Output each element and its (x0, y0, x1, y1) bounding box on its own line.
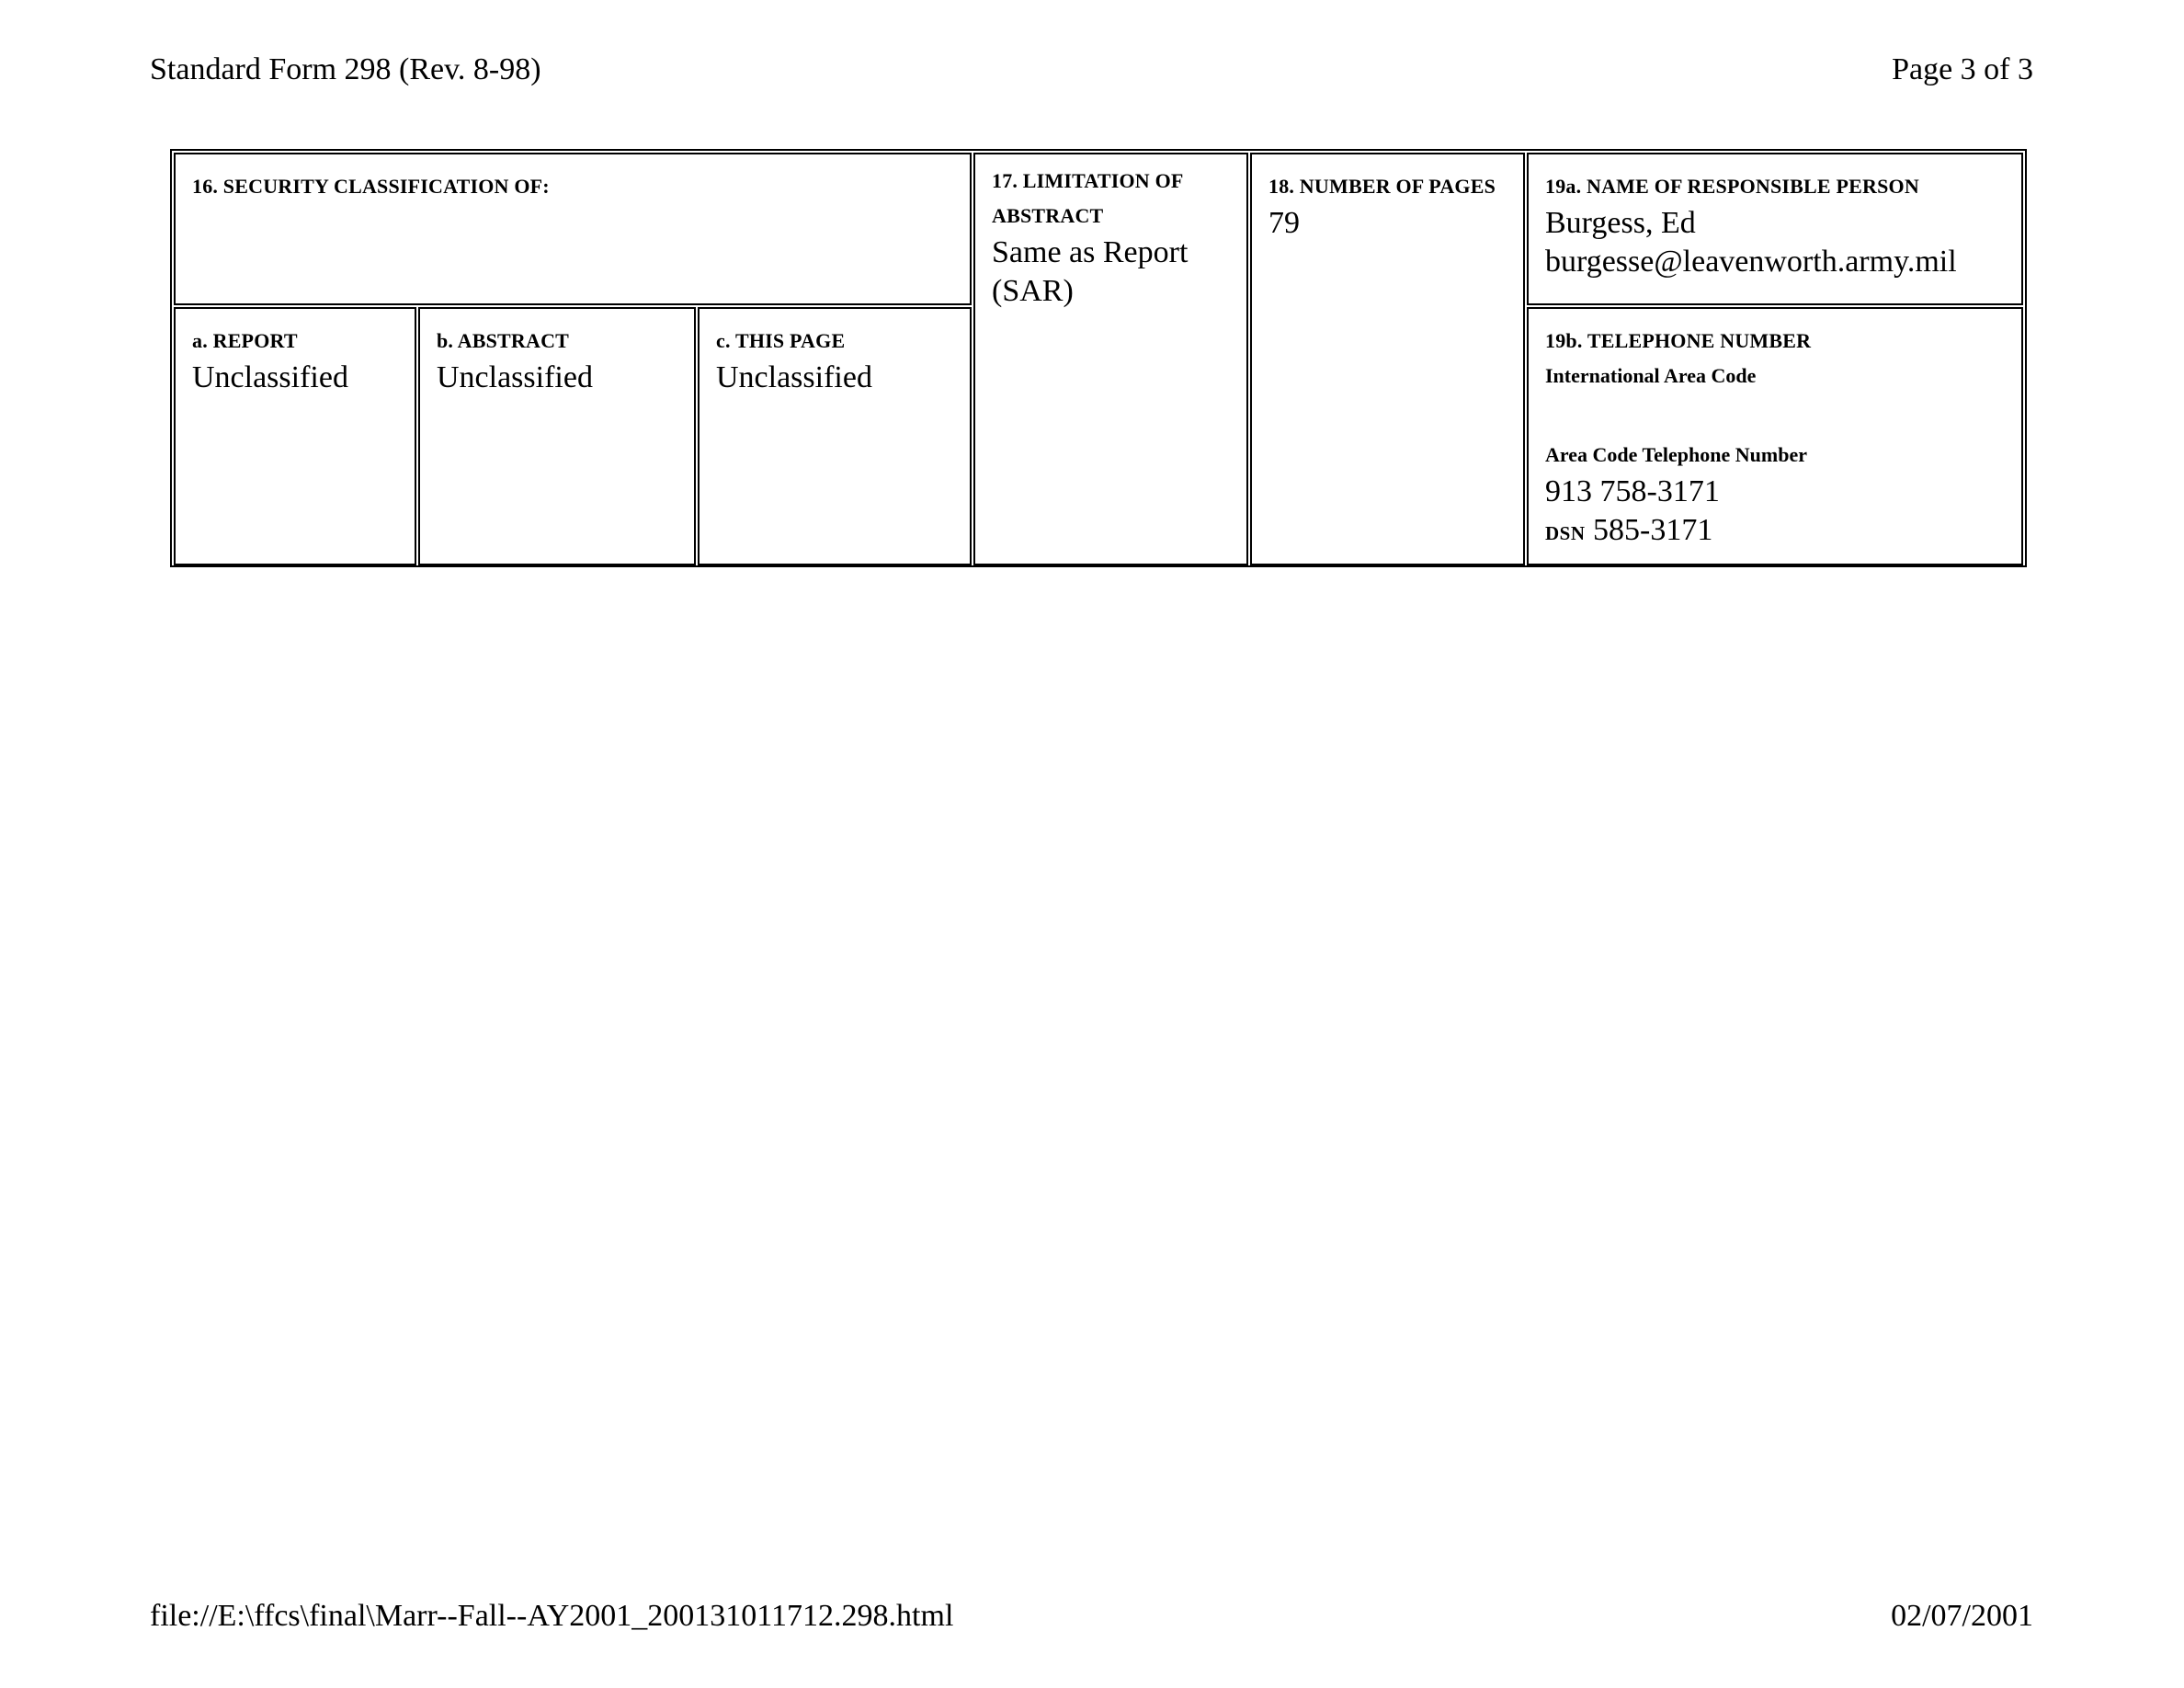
security-classification-label: 16. SECURITY CLASSIFICATION OF: (192, 175, 550, 198)
responsible-person-email: burgesse@leavenworth.army.mil (1545, 245, 1957, 279)
limitation-label-line1: 17. LIMITATION OF (992, 169, 1184, 192)
dsn-prefix: DSN (1545, 522, 1586, 544)
dsn-number: 585-3171 (1593, 513, 1713, 547)
report-value: Unclassified (192, 360, 348, 394)
limitation-label-line2: ABSTRACT (992, 204, 1104, 227)
this-page-value: Unclassified (716, 360, 872, 394)
international-area-code-label: International Area Code (1545, 364, 1757, 387)
report-classification-cell (174, 307, 416, 565)
abstract-value: Unclassified (437, 360, 593, 394)
number-of-pages-value: 79 (1268, 206, 1300, 240)
form-name: Standard Form 298 (Rev. 8-98) (150, 52, 541, 86)
limitation-value-line2: (SAR) (992, 274, 1074, 308)
telephone-number-cell (1527, 307, 2023, 565)
number-of-pages-cell (1250, 153, 1525, 565)
file-path: file://E:\ffcs\final\Marr--Fall--AY2001_200131011712.298.html (150, 1599, 954, 1633)
report-label: a. REPORT (192, 329, 298, 352)
limitation-value-line1: Same as Report (992, 235, 1189, 269)
telephone-label: 19b. TELEPHONE NUMBER (1545, 329, 1812, 352)
abstract-label: b. ABSTRACT (437, 329, 570, 352)
security-classification-cell (174, 153, 972, 305)
this-page-label: c. THIS PAGE (716, 329, 846, 352)
responsible-person-cell (1527, 153, 2023, 305)
international-area-code-value (1545, 393, 2005, 438)
responsible-person-label: 19a. NAME OF RESPONSIBLE PERSON (1545, 175, 1919, 198)
this-page-classification-cell (698, 307, 972, 565)
dsn-line (1545, 511, 2005, 553)
limitation-of-abstract-cell (973, 153, 1248, 565)
sf298-form-table (170, 149, 2027, 567)
area-code-telephone-label: Area Code Telephone Number (1545, 443, 1807, 466)
telephone-number-value: 913 758-3171 (1545, 474, 1720, 508)
print-date: 02/07/2001 (1891, 1599, 2033, 1633)
number-of-pages-label: 18. NUMBER OF PAGES (1268, 175, 1496, 198)
page-indicator: Page 3 of 3 (1892, 52, 2033, 86)
abstract-classification-cell (418, 307, 696, 565)
responsible-person-name: Burgess, Ed (1545, 206, 1696, 240)
